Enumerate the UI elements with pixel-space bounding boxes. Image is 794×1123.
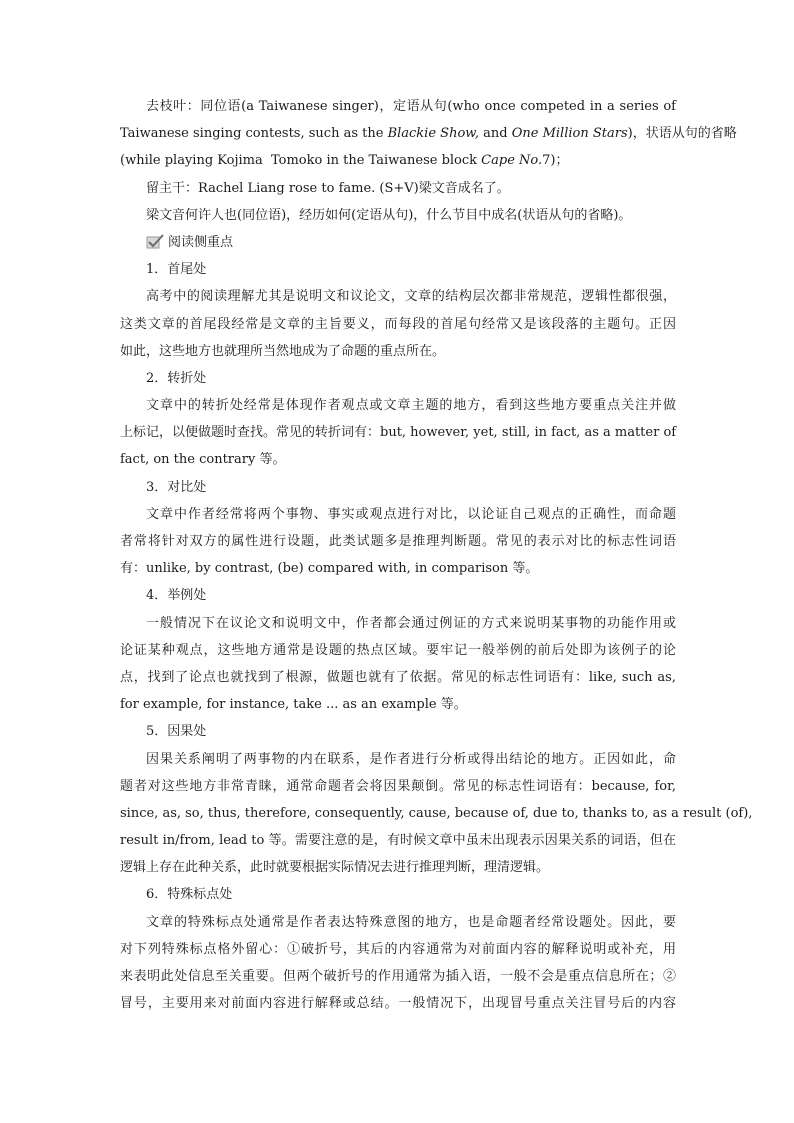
paragraph-line: 因果关系阐明了两事物的内在联系，是作者进行分析或得出结论的地方。正因如此，命 xyxy=(146,751,676,767)
section-title-label: 阅读侧重点 xyxy=(168,234,234,250)
paragraph-line: 这类文章的首尾段经常是文章的主旨要义，而每段的首尾句经常又是该段落的主题句。正因 xyxy=(120,316,676,332)
paragraph-line: 点，找到了论点也就找到了根源，做题也就有了依据。常见的标志性词语有：like, such as, xyxy=(120,669,676,685)
section-title xyxy=(120,229,676,256)
paragraph-line: 者常将针对双方的属性进行设题，此类试题多是推理判断题。常见的表示对比的标志性词语 xyxy=(120,534,676,549)
paragraph-line: Taiwanese singing contests, such as the Blackie Show, and One Million Stars)，状语从句的省略 xyxy=(120,126,737,142)
paragraph-line: 上标记，以便做题时查找。常见的转折词有：but, however, yet, still, in fact, as a matter of xyxy=(120,425,677,441)
paragraph-line: 文章中的转折处经常是体现作者观点或文章主题的地方，看到这些地方要重点关注并做 xyxy=(146,398,676,414)
paragraph-line: 一般情况下在议论文和说明文中，作者都会通过例证的方式来说明某事物的功能作用或 xyxy=(146,615,676,631)
document-page xyxy=(120,93,753,1017)
paragraph-line: 梁文音何许人也(同位语)，经历如何(定语从句)，什么节目中成名(状语从句的省略)。 xyxy=(146,207,632,223)
paragraph-line: 文章中作者经常将两个事物、事实或观点进行对比，以论证自己观点的正确性，而命题 xyxy=(146,506,676,522)
paragraph-line: 冒号，主要用来对前面内容进行解释或总结。一般情况下，出现冒号重点关注冒号后的内容 xyxy=(120,996,676,1012)
paragraph-line: 对下列特殊标点格外留心：①破折号，其后的内容通常为对前面内容的解释说明或补充，用 xyxy=(120,941,676,957)
item-heading: 3．对比处 xyxy=(146,479,207,495)
item-heading: 2．转折处 xyxy=(146,370,207,386)
item-heading: 5．因果处 xyxy=(146,724,207,740)
paragraph-line: 留主干：Rachel Liang rose to fame. (S+V)梁文音成名了。 xyxy=(146,180,510,196)
paragraph-line: 题者对这些地方非常青睐，通常命题者会将因果颠倒。常见的标志性词语有：because, for, xyxy=(120,778,676,794)
paragraph-line: for example, for instance, take ... as an example 等。 xyxy=(120,697,467,713)
item-heading: 6．特殊标点处 xyxy=(146,887,233,903)
paragraph-line: result in/from, lead to 等。需要注意的是，有时候文章中虽未出现表示因果关系的词语，但在 xyxy=(120,833,676,849)
paragraph-line: 如此，这些地方也就理所当然地成为了命题的重点所在。 xyxy=(120,343,446,359)
paragraph-line: 有：unlike, by contrast, (be) compared with, in comparison 等。 xyxy=(120,561,539,577)
paragraph-line: 高考中的阅读理解尤其是说明文和议论文，文章的结构层次都非常规范，逻辑性都很强， xyxy=(146,289,676,305)
paragraph-line: since, as, so, thus, therefore, consequently, cause, because of, due to, thanks to, as a result (of), xyxy=(120,805,753,821)
paragraph-line: 文章的特殊标点处通常是作者表达特殊意图的地方，也是命题者经常设题处。因此，要 xyxy=(146,914,676,930)
paragraph-line: (while playing Kojima Tomoko in the Taiwanese block Cape No.7)； xyxy=(120,153,569,169)
paragraph-line: 来表明此处信息至关重要。但两个破折号的作用通常为插入语，一般不会是重点信息所在；② xyxy=(120,969,676,984)
paragraph-line: 去枝叶：同位语(a Taiwanese singer)，定语从句(who once competed in a series of xyxy=(146,99,676,114)
paragraph-line: fact, on the contrary 等。 xyxy=(120,452,286,468)
item-heading: 1．首尾处 xyxy=(146,262,207,278)
item-heading: 4．举例处 xyxy=(146,588,207,604)
check-icon xyxy=(146,234,164,249)
paragraph-line: 逻辑上存在此种关系，此时就要根据实际情况去进行推理判断，理清逻辑。 xyxy=(120,860,550,876)
paragraph-line: 论证某种观点，这些地方通常是设题的热点区域。要牢记一般举例的前后处即为该例子的论 xyxy=(120,642,676,658)
items-list xyxy=(120,256,753,1017)
